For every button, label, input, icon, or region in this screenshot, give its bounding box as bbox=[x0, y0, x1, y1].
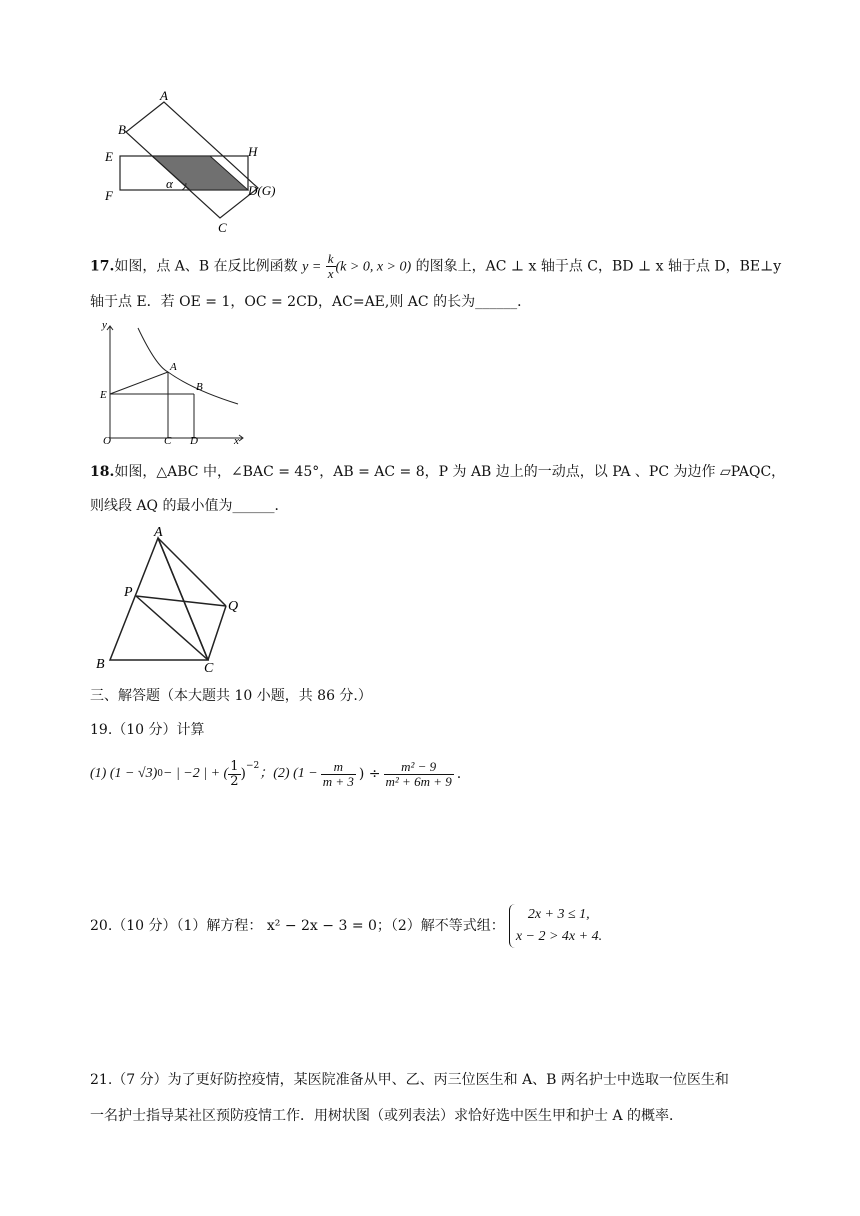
label-A: A bbox=[160, 88, 168, 103]
label-B: B bbox=[96, 657, 105, 672]
q20-inequality-system bbox=[509, 904, 602, 948]
label-A: A bbox=[170, 361, 177, 373]
label-y: y bbox=[102, 319, 107, 331]
label-O: O bbox=[103, 435, 111, 447]
q18-number: 18. bbox=[90, 464, 115, 480]
q19-expressions bbox=[90, 756, 461, 792]
q17-text-b: 的图象上，AC ⊥ x 轴于点 C，BD ⊥ x 轴于点 D，BE⊥y bbox=[411, 258, 782, 275]
q21-line1: 21.（7 分）为了更好防控疫情，某医院准备从甲、乙、丙三位医生和 A、B 两名护士中选取一位医生和 bbox=[90, 1072, 729, 1088]
q17-func-cond: (k > 0, x > 0) bbox=[335, 259, 412, 275]
q17-frac-num: k bbox=[327, 251, 334, 266]
q19-frac-2 bbox=[384, 760, 454, 789]
q19-p1-a: (1) (1 − √3) bbox=[90, 766, 158, 781]
label-alpha: α bbox=[166, 176, 173, 191]
q17-text-a: 如图，点 A、B 在反比例函数 bbox=[114, 258, 303, 275]
label-C: C bbox=[204, 661, 214, 674]
q19-p2-mid: ) ÷ bbox=[358, 766, 381, 782]
q19-half-den: 2 bbox=[230, 773, 239, 789]
figure-17 bbox=[98, 318, 248, 448]
figure-18 bbox=[92, 524, 252, 674]
q17-number: 17. bbox=[90, 258, 115, 275]
q18-line1 bbox=[90, 462, 785, 482]
q19-p1-c: ) bbox=[240, 766, 246, 782]
label-Q: Q bbox=[228, 599, 239, 614]
q20-line bbox=[90, 904, 602, 948]
q19-half-num: 1 bbox=[230, 758, 239, 774]
label-E: E bbox=[100, 389, 107, 401]
label-F: F bbox=[105, 188, 113, 203]
label-D: D bbox=[190, 435, 198, 447]
q19-p1-b: − | −2 | + ( bbox=[163, 766, 229, 781]
q20-text: 20.（10 分）（1）解方程： x² − 2x − 3 = 0；（2）解不等式组： bbox=[90, 918, 505, 934]
label-B: B bbox=[118, 122, 126, 137]
label-DG: D(G) bbox=[248, 183, 276, 198]
q19-p1-exp2: −2 bbox=[245, 761, 260, 771]
section-3-heading: 三、解答题（本大题共 10 小题，共 86 分.） bbox=[90, 688, 372, 704]
label-P: P bbox=[124, 585, 133, 600]
q19-frac1-den: m + 3 bbox=[322, 773, 354, 789]
label-C: C bbox=[218, 220, 227, 235]
q18-line2: 则线段 AQ 的最小值为______． bbox=[90, 498, 289, 514]
label-x: x bbox=[234, 435, 239, 447]
q18-text-line1: 如图，△ABC 中，∠BAC = 45°，AB = AC = 8，P 为 AB 边上的一动点，以 PA 、PC 为边作 ▱PAQC， bbox=[114, 464, 786, 480]
q17-func-y: y = bbox=[302, 259, 322, 275]
q19-title: 19.（10 分）计算 bbox=[90, 722, 205, 738]
q21-line2: 一名护士指导某社区预防疫情工作．用树状图（或列表法）求恰好选中医生甲和护士 A 的概率． bbox=[90, 1108, 684, 1124]
q19-frac2-den: m² + 6m + 9 bbox=[385, 773, 452, 789]
q19-frac-1 bbox=[321, 760, 356, 789]
label-A: A bbox=[154, 525, 163, 540]
label-H: H bbox=[248, 144, 258, 159]
q19-half-fraction bbox=[228, 760, 240, 789]
q19-p2-end: . bbox=[456, 766, 462, 782]
q17-frac-den: x bbox=[327, 266, 334, 281]
q20-ineq-1: 2x + 3 ≤ 1, bbox=[527, 907, 590, 922]
q19-frac1-num: m bbox=[321, 760, 356, 775]
q19-p1-exp: 0 bbox=[157, 769, 164, 779]
q17-func-fraction bbox=[326, 252, 336, 281]
q20-ineq-2: x − 2 > 4x + 4. bbox=[515, 929, 603, 944]
label-E: E bbox=[105, 149, 113, 164]
figure-16 bbox=[100, 88, 300, 238]
label-B: B bbox=[196, 381, 203, 393]
q19-frac2-num: m² − 9 bbox=[384, 760, 454, 775]
q19-p1-d: ；(2) (1 − bbox=[259, 766, 318, 781]
label-C: C bbox=[164, 435, 172, 447]
q17-line2: 轴于点 E．若 OE = 1，OC = 2CD，AC=AE,则 AC 的长为______． bbox=[90, 294, 532, 310]
q17-line1 bbox=[90, 252, 781, 281]
